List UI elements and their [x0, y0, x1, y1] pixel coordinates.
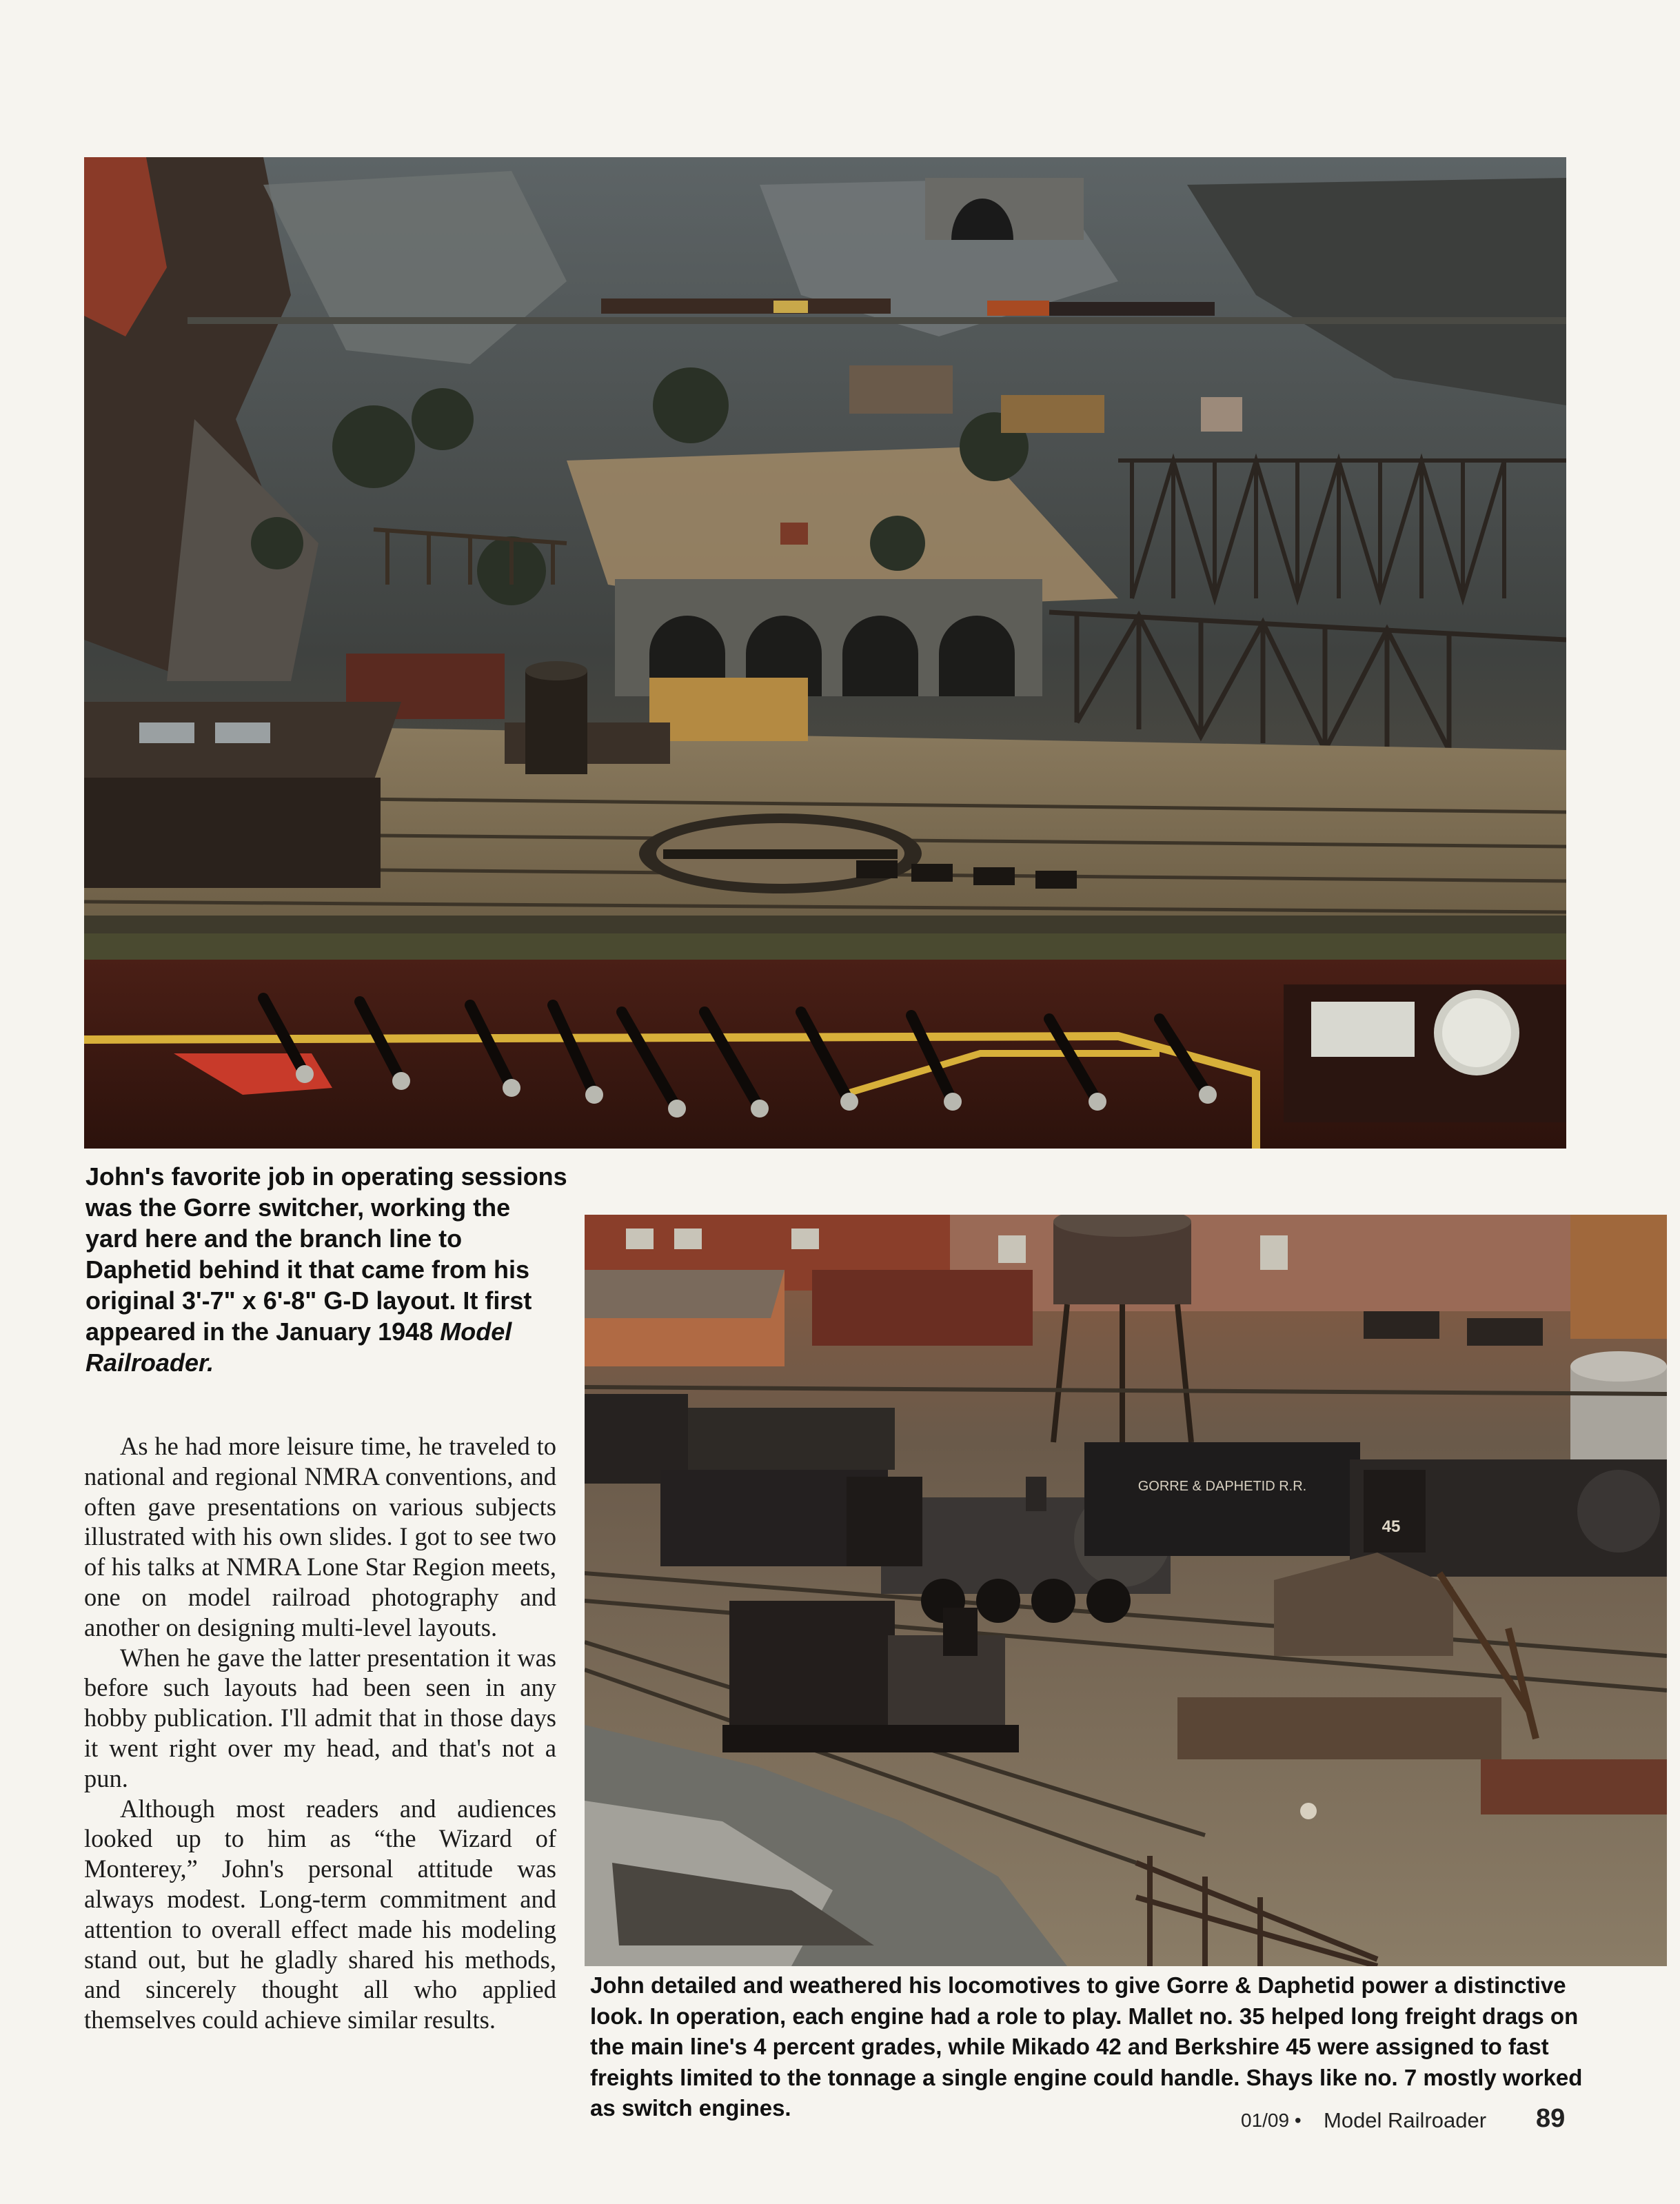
tender-lettering: GORRE & DAPHETID R.R. — [1137, 1479, 1307, 1494]
article-paragraph: Although most readers and audiences looked up to him as “the Wizard of Monterey,” John's personal attitude was always modest. Long-term commitment and attention to overall effect made his modeling stand out, but he gladly shared his methods, and sincerely thought all who applied themselves could achieve similar results. — [84, 1794, 556, 2034]
caption-locomotives: John detailed and weathered his locomotives to give Gorre & Daphetid power a distinctive look. In operation, each engine had a role to play. Mallet no. 35 helped long freight drags on the main line's 4 percent grades, while Mikado 42 and Berkshire 45 were assigned to fast freights limited to the tonnage a single engine could handle. Shays like no. 7 mostly worked as switch engines. — [590, 1972, 1583, 2121]
caption-magazine-title: Model Railroader. — [85, 1317, 512, 1377]
magazine-name: Model Railroader — [1324, 2108, 1487, 2132]
page-footer — [1241, 2103, 1572, 2144]
article-paragraph: When he gave the latter presentation it was before such layouts had been seen in any hobby publication. I'll admit that in those days it went right over my head, and that's not a pun. — [84, 1643, 556, 1792]
photo-gorre-yard-overview-image — [84, 157, 1566, 1149]
photo-locomotives-yard — [585, 1215, 1667, 1966]
issue-date: 01/09 • — [1241, 2110, 1302, 2131]
photo-locomotives-yard-image — [585, 1215, 1667, 1966]
caption-gorre-switcher — [85, 1161, 568, 1378]
article-paragraph: As he had more leisure time, he traveled to national and regional NMRA conventions, and often gave presentations on various subjects illustrated with his own slides. I got to see two of his talks at NMRA Lone Star Region meets, one on model railroad photography and another on designing multi-level layouts. — [84, 1432, 556, 1641]
caption-gorre-switcher-text: John's favorite job in operating sessions was the Gorre switcher, working the yard here and the branch line to Daphetid behind it that came from his original 3'-7" x 6'-8" G-D layout. It first appeared in the January 1948 — [85, 1162, 567, 1346]
cab-number: 45 — [1382, 1517, 1401, 1536]
photo-gorre-yard-overview — [84, 157, 1566, 1149]
article-body — [84, 1431, 556, 2035]
page-number: 89 — [1536, 2104, 1566, 2133]
